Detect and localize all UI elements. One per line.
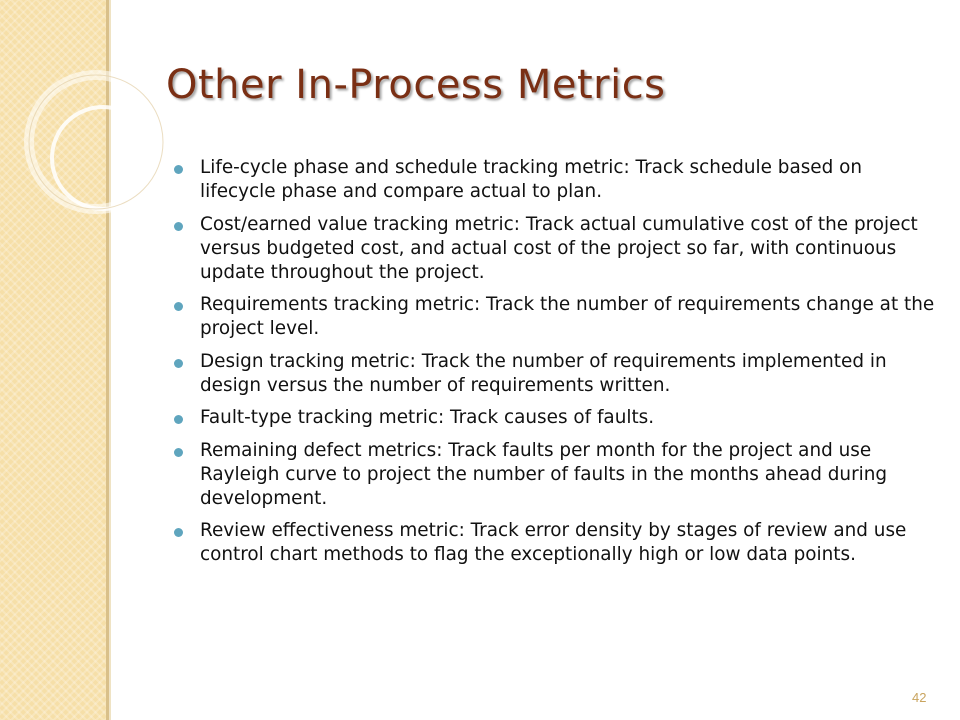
bullet-text: Design tracking metric: Track the number of requirements implemented in design versus the number of requirements written. — [200, 350, 887, 396]
bullet-dot-icon — [174, 222, 183, 231]
bullet-item — [168, 293, 938, 341]
bullet-item — [168, 350, 938, 398]
bullet-text: Requirements tracking metric: Track the number of requirements change at the project level. — [200, 294, 935, 339]
slide-title: Other In-Process Metrics — [166, 62, 666, 108]
bullet-text: Fault-type tracking metric: Track causes of faults. — [200, 407, 655, 428]
bullet-dot-icon — [174, 302, 183, 311]
bullet-dot-icon — [174, 359, 183, 368]
bullet-text: Life-cycle phase and schedule tracking metric: Track schedule based on lifecycle phase and compare actual to plan. — [200, 157, 863, 202]
bullet-dot-icon — [174, 448, 183, 457]
bullet-item — [168, 406, 938, 430]
bullet-dot-icon — [174, 528, 183, 537]
bullet-item — [168, 213, 938, 285]
decorative-left-band — [0, 0, 106, 720]
page-number: 42 — [912, 690, 927, 705]
bullet-item — [168, 439, 938, 511]
bullet-item — [168, 519, 938, 567]
bullet-text: Cost/earned value tracking metric: Track actual cumulative cost of the project versus budgeted cost, and actual cost of the project so far, with continuous update throughout the project. — [200, 213, 918, 283]
band-edge-highlight — [109, 0, 111, 720]
bullet-dot-icon — [174, 165, 183, 174]
bullet-text: Review effectiveness metric: Track error density by stages of review and use control chart methods to flag the exceptionally high or low data points. — [200, 520, 907, 565]
bullet-dot-icon — [174, 415, 183, 424]
bullet-text: Remaining defect metrics: Track faults per month for the project and use Rayleigh curve to project the number of faults in the months ahead during development. — [200, 439, 888, 509]
bullet-item — [168, 156, 938, 204]
bullet-list — [168, 156, 938, 576]
